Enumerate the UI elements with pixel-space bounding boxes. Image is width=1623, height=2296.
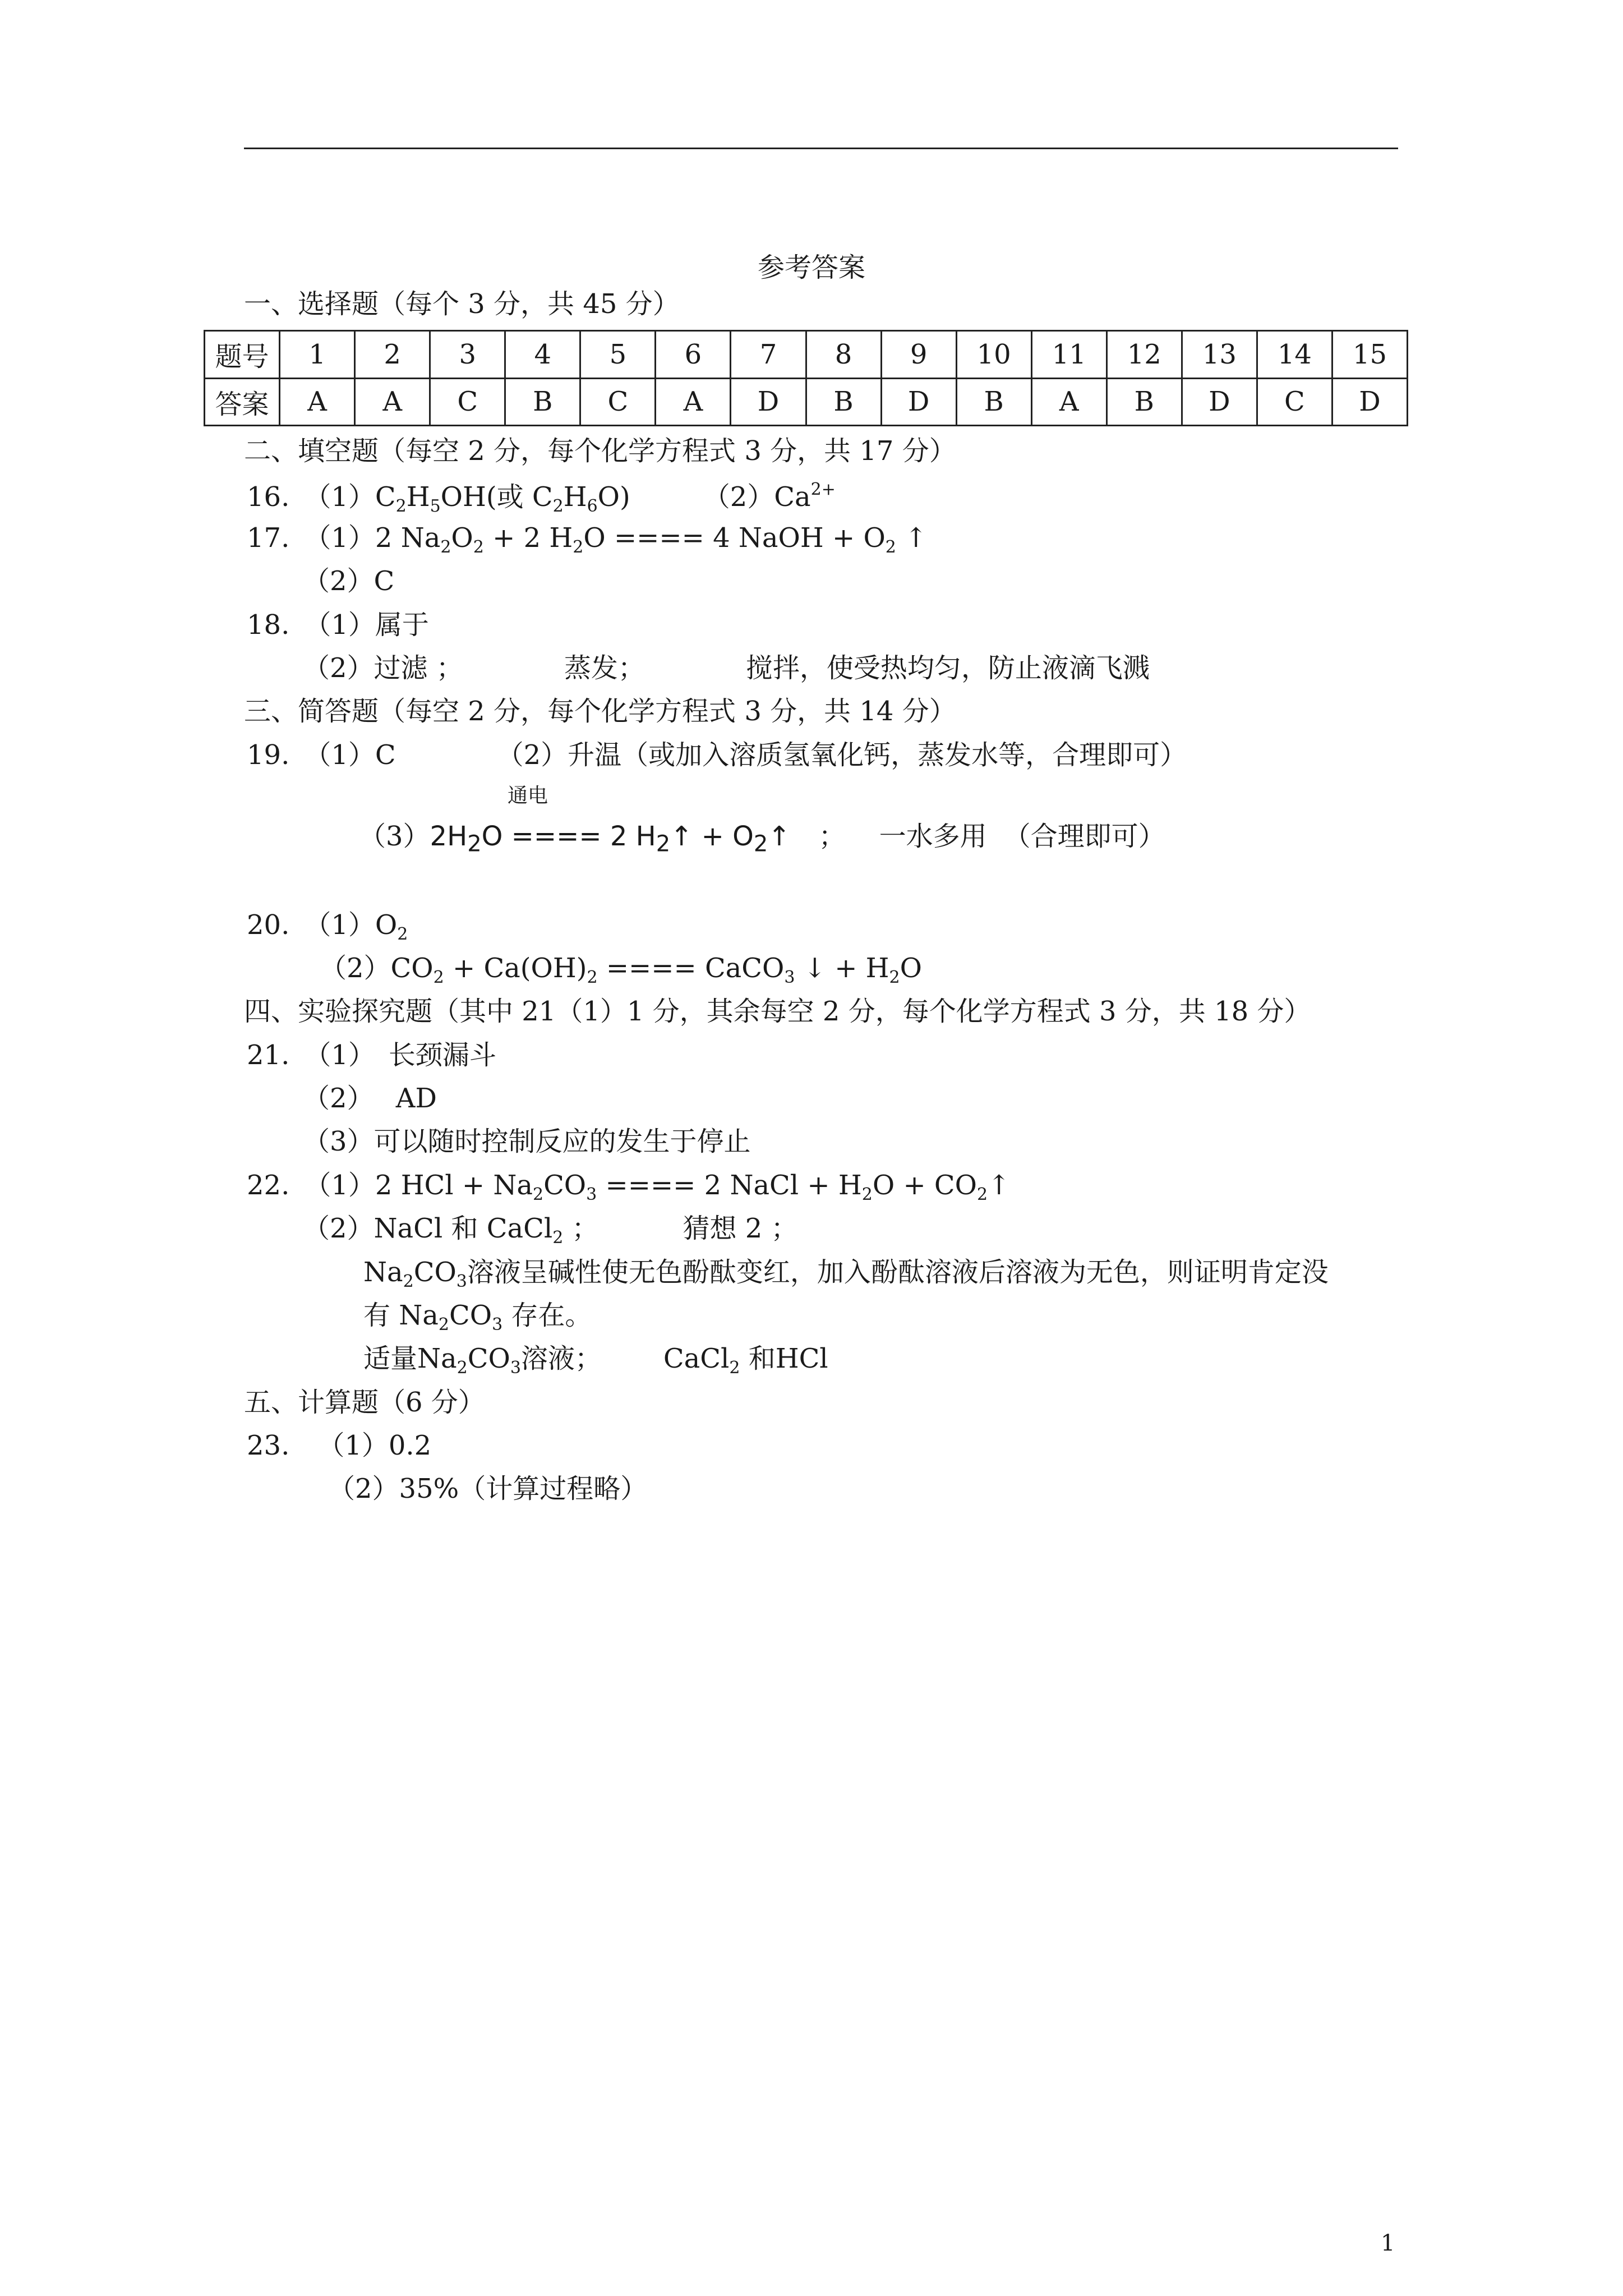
table-cell: C (580, 378, 656, 426)
answer-part: （2）过滤 ； (303, 652, 463, 684)
table-row-answers (205, 378, 1408, 426)
answer-table (204, 330, 1408, 426)
table-cell: A (355, 378, 430, 426)
table-cell: 15 (1332, 331, 1407, 379)
answer-part: （2） (703, 481, 774, 513)
table-cell: B (956, 378, 1031, 426)
answer-part: 搅拌，使受热均匀，防止液滴飞溅 (745, 652, 1150, 684)
page-title: 参考答案 (757, 252, 865, 283)
answer-part: 猜想 2 ； (683, 1213, 798, 1244)
table-cell: B (806, 378, 881, 426)
q22-line-2: （2）NaCl 和 CaCl$_2$ ； 猜想 2 ； (303, 1213, 798, 1248)
table-cell: 11 (1031, 331, 1106, 379)
answer-part: （1） (304, 481, 375, 513)
q20-line-2: $(2)CO_2 + Ca(OH)_2$ ==== CaCO$_3$ ↓ + $H_2O$ (320, 953, 922, 987)
table-cell: D (1332, 378, 1407, 426)
answer-part: 蒸发； (564, 652, 645, 684)
table-cell: 6 (656, 331, 731, 379)
q22-line-1: 22. （1）2 HCl + $Na_2CO_3$ ==== 2 NaCl + $H_2O$ + $CO_2↑$ (247, 1170, 1011, 1204)
answer-part: ； (818, 821, 846, 852)
table-cell: 7 (731, 331, 806, 379)
table-cell: D (731, 378, 806, 426)
answer-part: （1） (304, 1170, 375, 1201)
table-cell: 2 (355, 331, 430, 379)
q22-line-3: $Na_2CO_3$溶液呈碱性使无色酚酞变红，加入酚酞溶液后溶液为无色，则证明肯定没 (363, 1257, 1329, 1291)
table-row-numbers (205, 331, 1408, 379)
header-rule (244, 148, 1398, 149)
table-cell: C (430, 378, 505, 426)
section-3-heading: 三、简答题（每空 2 分，每个化学方程式 3 分，共 14 分） (244, 696, 956, 727)
table-cell: 13 (1182, 331, 1257, 379)
table-cell: 8 (806, 331, 881, 379)
table-cell: 4 (505, 331, 580, 379)
answer-part: 适量 (363, 1343, 418, 1374)
answer-part: （2）升温（或加入溶质氢氧化钙，蒸发水等，合理即可） (496, 739, 1187, 771)
table-cell: 12 (1106, 331, 1182, 379)
q20-line-1: 20. $(1)O_2$ (247, 909, 408, 944)
answer-part: （1） 长颈漏斗 (304, 1039, 496, 1071)
section-2-heading: 二、填空题（每空 2 分，每个化学方程式 3 分，共 17 分） (244, 435, 956, 467)
answer-part: 存在。 (511, 1300, 592, 1331)
q21-line-2: （2） AD (303, 1083, 437, 1114)
answer-part: （3） (359, 821, 430, 852)
q16-line: 16. $(1)C_2H_5OH$(或 $C_2H_6O$) $(2)Ca^{2+}$ (247, 480, 836, 516)
answer-part: （合理即可） (1003, 821, 1165, 852)
answer-part: （1）C (304, 739, 396, 771)
answer-part: 有 (363, 1300, 399, 1331)
table-cell: A (1031, 378, 1106, 426)
table-cell: D (1182, 378, 1257, 426)
question-number: 23. (247, 1430, 290, 1461)
table-cell: 9 (881, 331, 956, 379)
q23-line-2: （2）35%（计算过程略） (328, 1473, 648, 1504)
answer-part: （1） (304, 522, 375, 554)
table-cell: 5 (580, 331, 656, 379)
answer-part: 和HCl (748, 1343, 828, 1374)
question-number: 18. (247, 609, 290, 641)
table-cell: C (1257, 378, 1332, 426)
answer-part: 溶液呈碱性使无色酚酞变红，加入酚酞溶液后溶液为无色，则证明肯定没 (467, 1257, 1329, 1288)
answer-part: 溶液； (520, 1343, 602, 1374)
table-cell: 1 (280, 331, 355, 379)
table-cell: 14 (1257, 331, 1332, 379)
section-5-heading: 五、计算题（6 分） (244, 1387, 485, 1418)
table-cell: B (1106, 378, 1182, 426)
table-cell: 3 (430, 331, 505, 379)
table-cell: A (656, 378, 731, 426)
q19-line-3: $(3)2H_2O$ ==== 2 $H_2↑$ + $O_2↑$ ； 一水多用 （合理即可） (359, 821, 1165, 857)
q21-line-3: （3）可以随时控制反应的发生于停止 (303, 1126, 751, 1157)
q23-line-1 (247, 1432, 431, 1459)
answer-part: 一水多用 (879, 821, 987, 852)
q22-line-5: 适量$Na_2CO_3$溶液； CaCl$_2$ 和HCl (363, 1343, 828, 1378)
q19-line-1 (247, 739, 1187, 771)
table-row-head: 题号 (205, 331, 280, 379)
table-cell: 10 (956, 331, 1031, 379)
question-number: 20. (247, 909, 290, 941)
table-cell: D (881, 378, 956, 426)
table-cell: B (505, 378, 580, 426)
answer-part: （1） (304, 909, 375, 941)
q18-line-2 (303, 652, 1150, 684)
answer-part: （2） (320, 953, 391, 984)
question-number: 19. (247, 739, 290, 771)
section-1-heading: 一、选择题（每个 3 分，共 45 分） (244, 288, 680, 320)
question-number: 16. (247, 481, 290, 513)
q17-line-1: 17. （1）2 $Na_2O_2 + 2$ $H_2O$ ==== 4 NaOH + $O_2$ ↑ (247, 522, 928, 557)
q21-line-1 (247, 1039, 496, 1071)
question-number: 22. (247, 1170, 290, 1201)
q22-line-4: 有 $Na_2CO_3$ 存在。 (363, 1300, 592, 1335)
answer-part: （1）0.2 (317, 1430, 432, 1461)
reaction-condition-label: 通电 (508, 784, 548, 807)
answer-part: （2）NaCl 和 CaCl (303, 1213, 553, 1244)
question-number: 21. (247, 1039, 290, 1071)
page-number: 1 (1381, 2230, 1395, 2256)
table-row-head: 答案 (205, 378, 280, 426)
answer-part: （1）属于 (304, 609, 429, 641)
question-number: 17. (247, 522, 290, 554)
q18-line-1 (247, 609, 429, 641)
table-cell: A (280, 378, 355, 426)
section-4-heading: 四、实验探究题（其中 21（1）1 分，其余每空 2 分，每个化学方程式 3 分，共 18 分） (244, 996, 1311, 1027)
q17-line-2: （2）C (303, 565, 395, 597)
